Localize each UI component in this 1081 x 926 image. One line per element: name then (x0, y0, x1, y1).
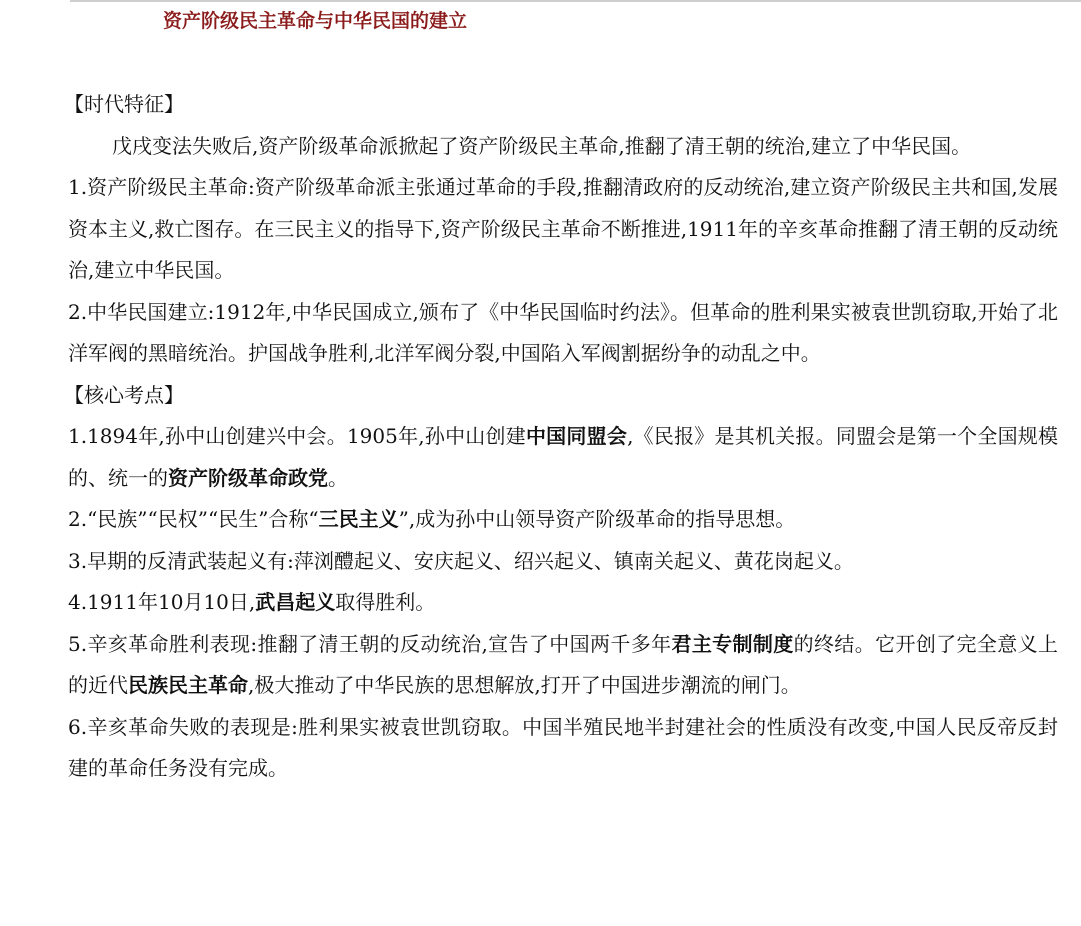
core-point-1-text-c: ,《民报》是其机关报。同盟会是第一个全国规模的、统一的 (68, 424, 1059, 490)
core-point-1 (68, 416, 1058, 499)
core-point-2 (68, 499, 1058, 541)
core-point-1-bold-tongmenghui: 中国同盟会 (525, 424, 628, 448)
section-heading-era: 【时代特征】 (64, 92, 184, 116)
era-item-1: 1.资产阶级民主革命:资产阶级革命派主张通过革命的手段,推翻清政府的反动统治,建立资产阶级民主共和国,发展资本主义,救亡图存。在三民主义的指导下,资产阶级民主革命不断推进,1911年的辛亥革命推翻了清王朝的反动统治,建立中华民国。 (68, 175, 1058, 282)
core-point-1-text-a: 1.1894年,孙中山创建兴中会。1905年,孙中山创建 (68, 424, 526, 448)
top-divider (70, 0, 1081, 2)
core-point-4 (68, 582, 1058, 624)
core-point-5-bold-revolution: 民族民主革命 (128, 673, 248, 697)
core-point-5-text-c: 的终结。它开创了完全意义上的近代 (68, 631, 1059, 697)
core-point-6: 6.辛亥革命失败的表现是:胜利果实被袁世凯窃取。中国半殖民地半封建社会的性质没有改变,中国人民反帝反封建的革命任务没有完成。 (68, 714, 1058, 780)
core-point-4-text-a: 4.1911年10月10日, (68, 590, 256, 614)
core-point-5-text-a: 5.辛亥革命胜利表现:推翻了清王朝的反动统治,宣告了中国两千多年 (68, 631, 672, 656)
era-item-2: 2.中华民国建立:1912年,中华民国成立,颁布了《中华民国临时约法》。但革命的胜利果实被袁世凯窃取,开始了北洋军阀的黑暗统治。护国战争胜利,北洋军阀分裂,中国陷入军阀割据纷争的动乱之中。 (68, 299, 1058, 365)
core-point-5-bold-autocracy: 君主专制制度 (671, 631, 794, 656)
core-point-1-bold-party: 资产阶级革命政党 (168, 465, 328, 490)
document-body (64, 84, 1059, 790)
core-point-2-text-a: 2.“民族”“民权”“民生”合称“ (68, 507, 319, 531)
core-point-4-bold-wuchang: 武昌起义 (255, 590, 336, 614)
core-point-2-bold-sanmin: 三民主义 (318, 507, 399, 531)
core-point-5-text-d: ,极大推动了中华民族的思想解放,打开了中国进步潮流的闸门。 (248, 673, 801, 697)
core-point-4-text-c: 取得胜利。 (335, 590, 436, 614)
core-point-1-text-d: 。 (328, 465, 348, 490)
document-title: 资产阶级民主革命与中华民国的建立 (163, 10, 468, 32)
era-intro-paragraph: 戊戌变法失败后,资产阶级革命派掀起了资产阶级民主革命,推翻了清王朝的统治,建立了中华民国。 (112, 133, 972, 158)
section-heading-core: 【核心考点】 (64, 382, 184, 407)
core-point-5 (68, 624, 1058, 707)
core-point-3: 3.早期的反清武装起义有:萍浏醴起义、安庆起义、绍兴起义、镇南关起义、黄花岗起义。 (68, 548, 854, 573)
core-point-2-text-c: ”,成为孙中山领导资产阶级革命的指导思想。 (398, 507, 796, 531)
